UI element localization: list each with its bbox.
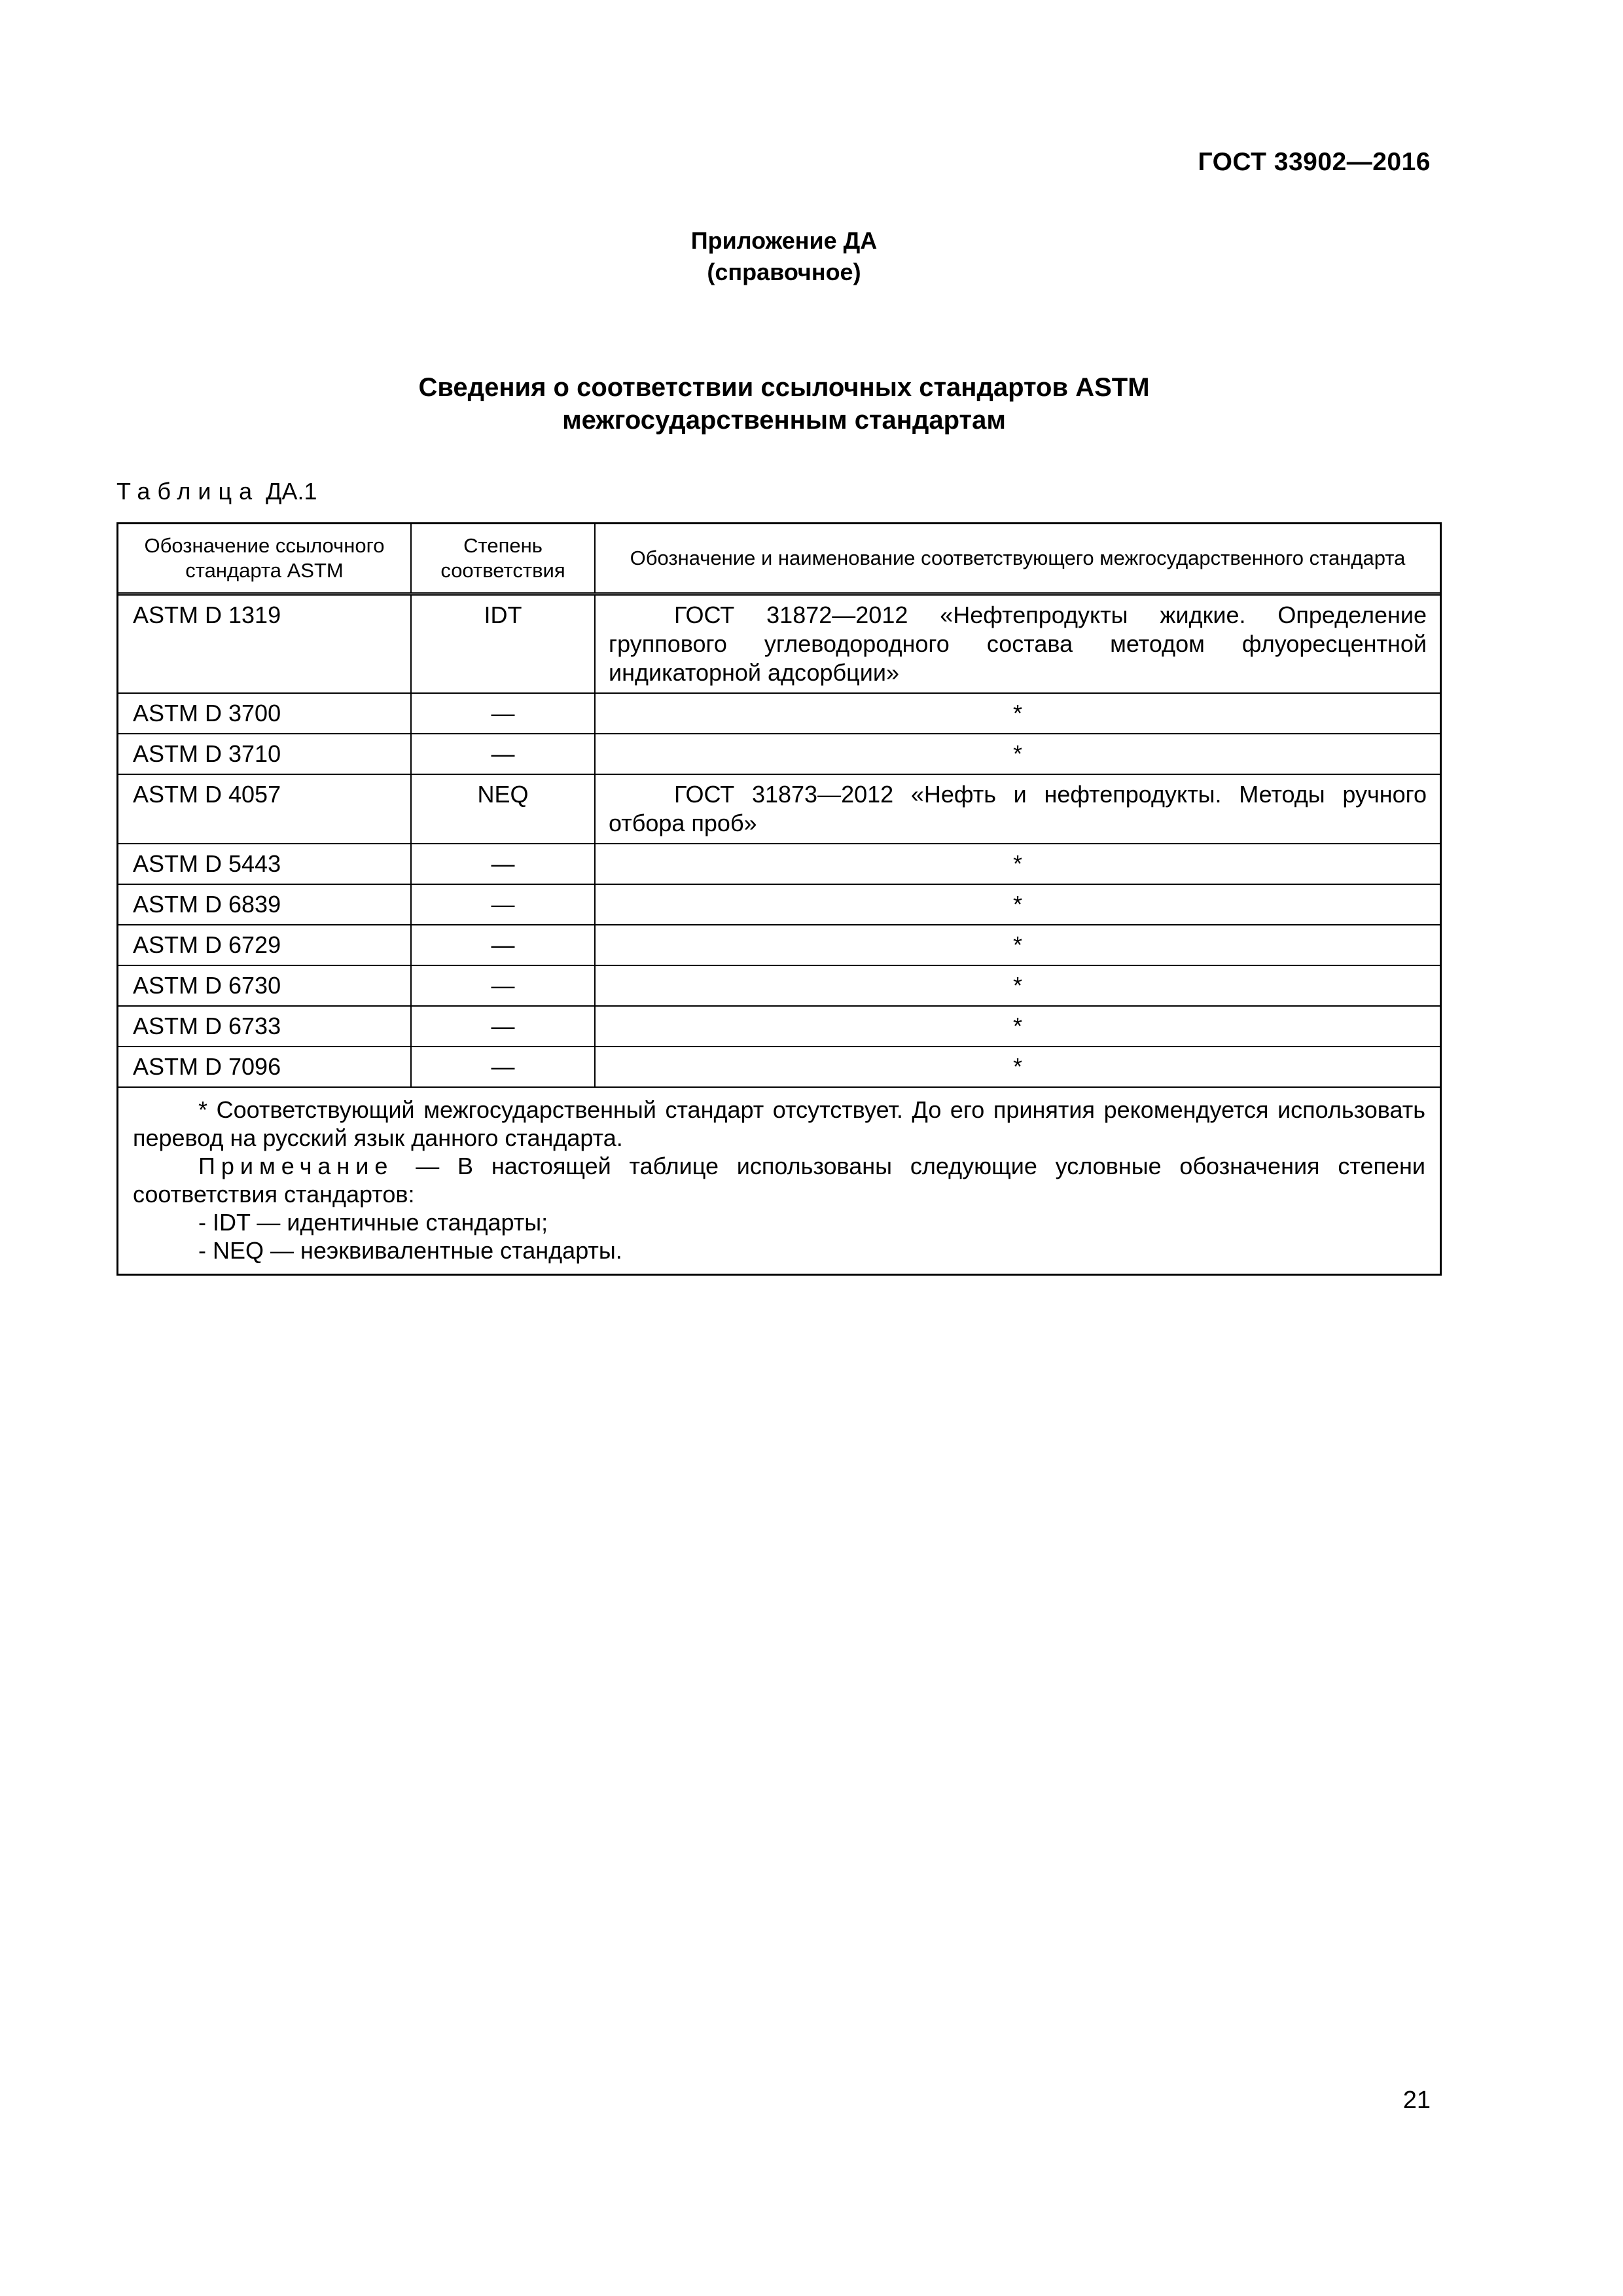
header-astm-designation: Обозначение ссылочного стандарта ASTM xyxy=(118,524,411,594)
table-row xyxy=(118,734,1440,774)
cell-gost: ГОСТ 31872—2012 «Нефтепродукты жидкие. Определение группового углеводородного состава методом флуоресцентной индикаторной адсорбции» xyxy=(595,594,1440,694)
cell-gost-absent: * xyxy=(595,734,1440,774)
cell-gost-absent: * xyxy=(595,693,1440,734)
table-header-row xyxy=(118,524,1440,594)
cell-astm-code: ASTM D 5443 xyxy=(118,844,411,884)
table-row xyxy=(118,693,1440,734)
footnote-star: * Соответствующий межгосударственный стандарт отсутствует. До его принятия рекомендуется использовать перевод на русский язык данного стандарта. xyxy=(133,1096,1425,1151)
table-row xyxy=(118,925,1440,965)
table-row xyxy=(118,774,1440,844)
cell-gost-absent: * xyxy=(595,884,1440,925)
legend-item-neq: - NEQ — неэквивалентные стандарты. xyxy=(198,1237,622,1264)
correspondence-table xyxy=(116,522,1442,1276)
cell-gost-absent: * xyxy=(595,844,1440,884)
table-caption xyxy=(116,478,317,505)
cell-degree: NEQ xyxy=(411,774,595,844)
cell-degree: — xyxy=(411,1047,595,1087)
cell-gost-absent: * xyxy=(595,1006,1440,1047)
table-caption-word: Таблица xyxy=(116,478,260,505)
section-title xyxy=(0,371,1568,437)
page-number: 21 xyxy=(1402,2087,1431,2114)
cell-degree: — xyxy=(411,844,595,884)
note-label: Примечание xyxy=(198,1153,394,1179)
cell-astm-code: ASTM D 6729 xyxy=(118,925,411,965)
cell-degree: — xyxy=(411,965,595,1006)
cell-astm-code: ASTM D 1319 xyxy=(118,594,411,694)
table-caption-id: ДА.1 xyxy=(266,478,317,505)
appendix-heading xyxy=(0,225,1568,288)
table-row xyxy=(118,1006,1440,1047)
table-row xyxy=(118,965,1440,1006)
note-text: — В настоящей таблице использованы следующие условные обозначения степени соответствия стандартов: xyxy=(133,1153,1425,1208)
cell-degree: IDT xyxy=(411,594,595,694)
section-title-line-2: межгосударственным стандартам xyxy=(562,406,1006,435)
cell-astm-code: ASTM D 3700 xyxy=(118,693,411,734)
degree-legend xyxy=(133,1208,1425,1265)
cell-astm-code: ASTM D 6730 xyxy=(118,965,411,1006)
table-footnote xyxy=(118,1087,1440,1274)
cell-gost-absent: * xyxy=(595,925,1440,965)
header-degree: Степень соответствия xyxy=(411,524,595,594)
appendix-kind: (справочное) xyxy=(707,259,861,285)
cell-gost-absent: * xyxy=(595,965,1440,1006)
cell-astm-code: ASTM D 3710 xyxy=(118,734,411,774)
cell-degree: — xyxy=(411,925,595,965)
table-row xyxy=(118,594,1440,694)
cell-degree: — xyxy=(411,693,595,734)
section-title-line-1: Сведения о соответствии ссылочных стандартов ASTM xyxy=(418,373,1150,402)
cell-astm-code: ASTM D 6733 xyxy=(118,1006,411,1047)
document-code: ГОСТ 33902—2016 xyxy=(1198,148,1431,176)
cell-degree: — xyxy=(411,734,595,774)
table-row xyxy=(118,844,1440,884)
table-body xyxy=(118,594,1440,1088)
cell-gost-absent: * xyxy=(595,1047,1440,1087)
header-interstate-standard: Обозначение и наименование соответствующего межгосударственного стандарта xyxy=(595,524,1440,594)
appendix-title: Приложение ДА xyxy=(690,227,878,254)
cell-astm-code: ASTM D 4057 xyxy=(118,774,411,844)
footnote-note xyxy=(133,1152,1425,1208)
cell-astm-code: ASTM D 6839 xyxy=(118,884,411,925)
table-row xyxy=(118,884,1440,925)
legend-item-idt: - IDT — идентичные стандарты; xyxy=(198,1209,548,1236)
table-footnote-row xyxy=(118,1087,1440,1274)
cell-gost: ГОСТ 31873—2012 «Нефть и нефтепродукты. Методы ручного отбора проб» xyxy=(595,774,1440,844)
cell-astm-code: ASTM D 7096 xyxy=(118,1047,411,1087)
cell-degree: — xyxy=(411,884,595,925)
correspondence-table-grid xyxy=(118,524,1440,1274)
cell-degree: — xyxy=(411,1006,595,1047)
table-row xyxy=(118,1047,1440,1087)
